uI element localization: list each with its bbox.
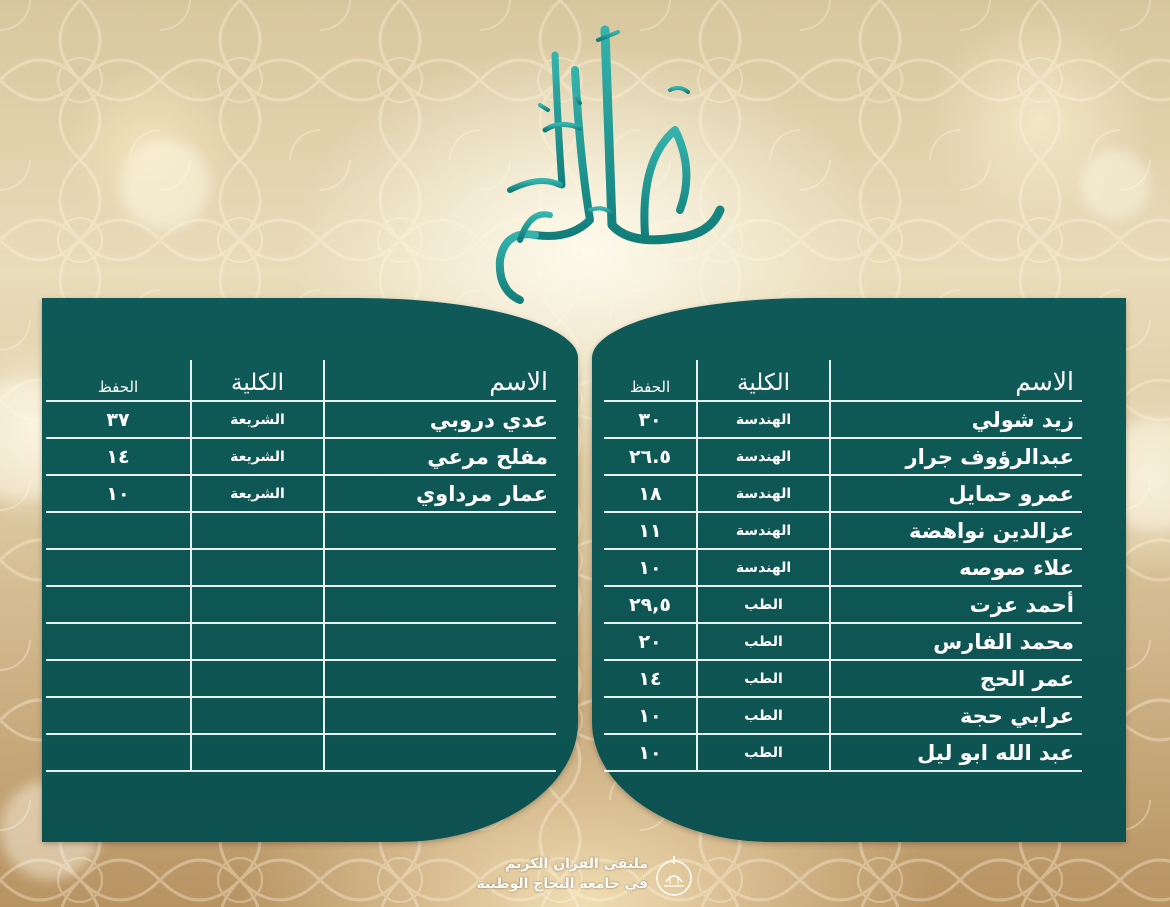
cell-score — [46, 623, 191, 660]
cell-score — [46, 660, 191, 697]
cell-score — [46, 512, 191, 549]
cell-name: عبد الله ابو ليل — [830, 734, 1082, 771]
table-row — [604, 623, 1082, 660]
cell-score: ٣٠ — [604, 401, 697, 438]
cell-name: عمرو حمايل — [830, 475, 1082, 512]
cell-college: الهندسة — [697, 438, 830, 475]
cell-name: عبدالرؤوف جرار — [830, 438, 1082, 475]
table-row — [46, 401, 556, 438]
cell-college: الشريعة — [191, 401, 324, 438]
cell-name: عدي دروبي — [324, 401, 556, 438]
table-row — [46, 586, 556, 623]
cell-score — [46, 697, 191, 734]
cell-college: الهندسة — [697, 475, 830, 512]
cell-name — [324, 660, 556, 697]
cell-name: عمار مرداوي — [324, 475, 556, 512]
header-score: الحفظ — [46, 360, 191, 401]
cell-score: ٢٦.٥ — [604, 438, 697, 475]
cell-college: الهندسة — [697, 549, 830, 586]
table-row — [604, 549, 1082, 586]
cell-name: عمر الحج — [830, 660, 1082, 697]
cell-score: ١٤ — [604, 660, 697, 697]
cell-name — [324, 586, 556, 623]
table-header-row — [46, 360, 556, 401]
cell-college: الطب — [697, 623, 830, 660]
header-name: الاسم — [324, 360, 556, 401]
cell-score: ٢٩,٥ — [604, 586, 697, 623]
cell-college — [191, 734, 324, 771]
cell-name: زيد شولي — [830, 401, 1082, 438]
header-college: الكلية — [697, 360, 830, 401]
cell-name — [324, 623, 556, 660]
cell-name: أحمد عزت — [830, 586, 1082, 623]
cell-college — [191, 586, 324, 623]
bokeh-light — [1080, 150, 1150, 220]
cell-score — [46, 734, 191, 771]
table-row — [604, 734, 1082, 771]
right-list-panel — [592, 298, 1126, 842]
cell-college — [191, 623, 324, 660]
cell-name: عزالدين نواهضة — [830, 512, 1082, 549]
table-row — [46, 623, 556, 660]
cell-college: الشريعة — [191, 475, 324, 512]
table-row — [604, 475, 1082, 512]
header-college: الكلية — [191, 360, 324, 401]
footer-line-1: ملتقى القران الكريم — [505, 856, 648, 872]
cell-score: ١٨ — [604, 475, 697, 512]
cell-score: ١٠ — [604, 697, 697, 734]
svg-text:أهلاً لهم: أهلاً لهم — [588, 170, 592, 171]
table-row — [604, 586, 1082, 623]
right-results-table — [604, 360, 1082, 772]
cell-name: محمد الفارس — [830, 623, 1082, 660]
cell-college: الطب — [697, 697, 830, 734]
cell-name: مفلح مرعي — [324, 438, 556, 475]
cell-college — [191, 512, 324, 549]
cell-score — [46, 586, 191, 623]
table-header-row — [604, 360, 1082, 401]
table-row — [46, 660, 556, 697]
table-row — [604, 438, 1082, 475]
quran-forum-logo-icon — [654, 852, 694, 900]
cell-college: الهندسة — [697, 401, 830, 438]
table-row — [46, 549, 556, 586]
footer-text — [476, 854, 648, 894]
cell-name — [324, 512, 556, 549]
cell-score: ١٠ — [604, 734, 697, 771]
cell-college: الطب — [697, 660, 830, 697]
cell-college: الطب — [697, 586, 830, 623]
table-row — [604, 660, 1082, 697]
cell-score — [46, 549, 191, 586]
footer — [440, 852, 740, 902]
cell-name: علاء صوصه — [830, 549, 1082, 586]
cell-college: الهندسة — [697, 512, 830, 549]
header-score: الحفظ — [604, 360, 697, 401]
cell-score: ٣٧ — [46, 401, 191, 438]
cell-name — [324, 549, 556, 586]
table-row — [604, 401, 1082, 438]
left-results-table — [46, 360, 556, 772]
cell-name — [324, 734, 556, 771]
table-row — [604, 512, 1082, 549]
header-name: الاسم — [830, 360, 1082, 401]
table-row — [46, 512, 556, 549]
cell-name: عرابي حجة — [830, 697, 1082, 734]
table-row — [46, 475, 556, 512]
cell-score: ١١ — [604, 512, 697, 549]
bokeh-light — [120, 140, 210, 230]
table-row — [46, 734, 556, 771]
cell-college — [191, 660, 324, 697]
table-row — [604, 697, 1082, 734]
cell-name — [324, 697, 556, 734]
cell-score: ١٤ — [46, 438, 191, 475]
cell-college: الشريعة — [191, 438, 324, 475]
cell-score: ١٠ — [604, 549, 697, 586]
cell-college — [191, 549, 324, 586]
table-row — [46, 438, 556, 475]
left-list-panel — [42, 298, 578, 842]
footer-line-2: في جامعة النجاح الوطنية — [476, 876, 648, 892]
cell-score: ٢٠ — [604, 623, 697, 660]
calligraphy-title — [440, 10, 740, 310]
cell-college: الطب — [697, 734, 830, 771]
table-row — [46, 697, 556, 734]
cell-college — [191, 697, 324, 734]
cell-score: ١٠ — [46, 475, 191, 512]
